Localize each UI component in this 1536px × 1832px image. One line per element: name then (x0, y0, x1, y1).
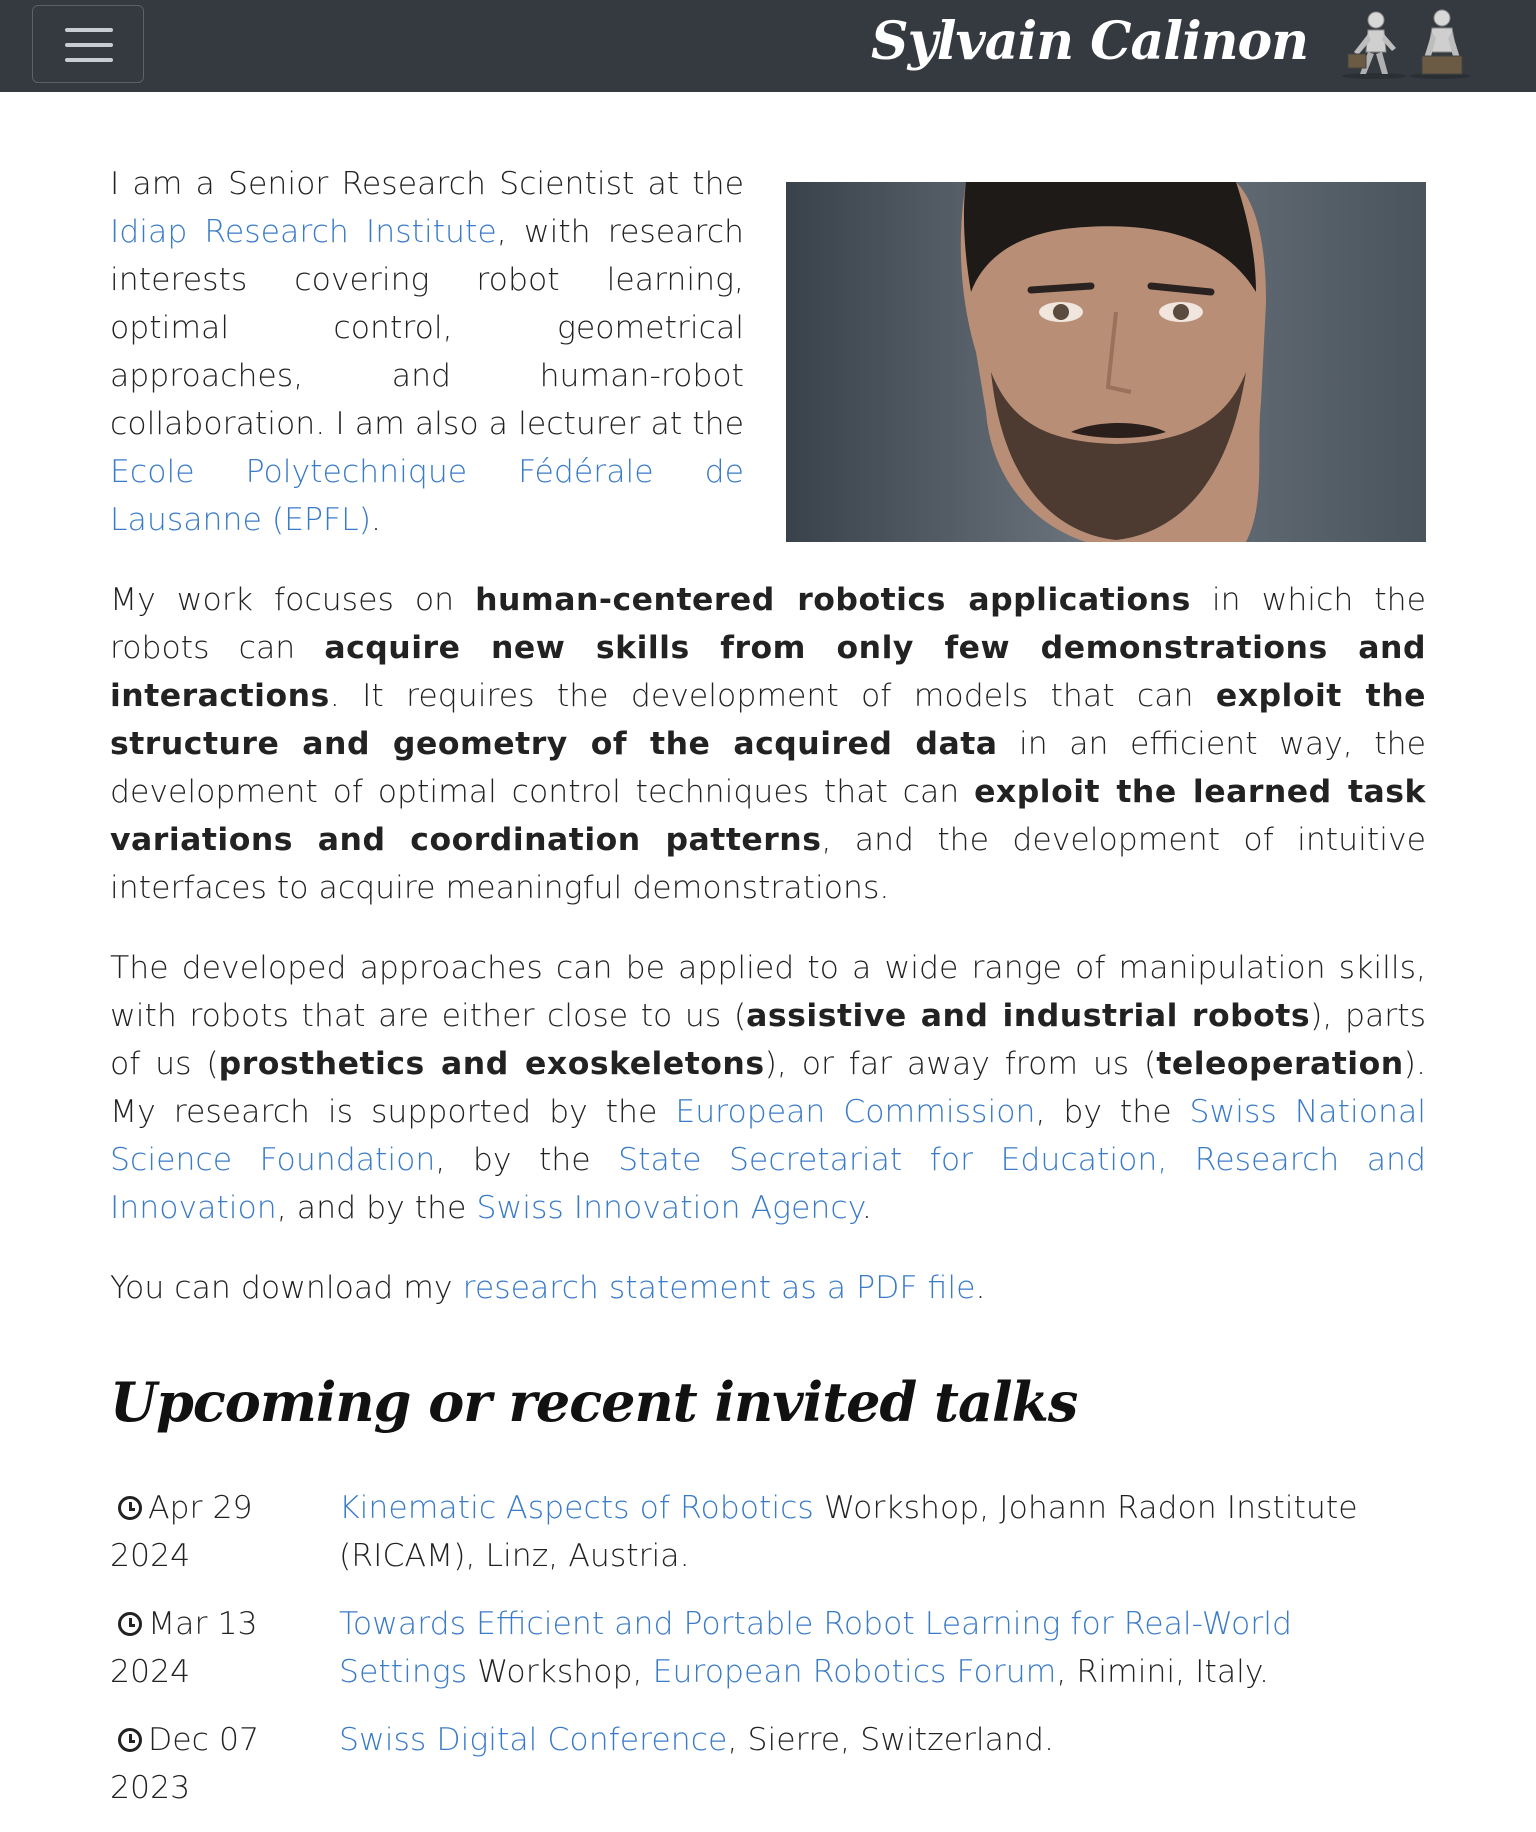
download-text: You can download my (110, 1270, 463, 1306)
talk-description (339, 1600, 1426, 1696)
intro-text: I am a Senior Research Scientist at the (110, 166, 744, 202)
clock-icon (118, 1612, 142, 1636)
talk-text: , Rimini, Italy. (1056, 1654, 1270, 1690)
innosuisse-link[interactable]: Swiss Innovation Agency (476, 1190, 862, 1226)
applications-emphasis: assistive and industrial robots (746, 998, 1311, 1034)
focus-emphasis: exploit the learned task variations and coordination patterns (110, 774, 1426, 858)
main-content (110, 160, 1426, 1344)
talk-item (110, 1484, 1426, 1580)
focus-emphasis: human-centered robotics applications (475, 582, 1191, 618)
download-paragraph (110, 1264, 1426, 1312)
talk-link[interactable]: Kinematic Aspects of Robotics (339, 1490, 814, 1526)
focus-emphasis: acquire new skills from only few demonstrations and interactions (110, 630, 1426, 714)
intro-text: , with research interests covering robot learning, optimal control, geometrical approaches, and human-robot collaboration. I am also a lecturer at the (110, 214, 744, 442)
talk-link[interactable]: Towards Efficient and Portable Robot Learning for Real-World Settings (339, 1606, 1292, 1690)
download-text: . (975, 1270, 986, 1306)
focus-paragraph (110, 576, 1426, 912)
sefri-link[interactable]: State Secretariat for Education, Research and Innovation (110, 1142, 1426, 1226)
talk-item (110, 1600, 1426, 1696)
idiap-link[interactable]: Idiap Research Institute (110, 214, 497, 250)
applications-text: , by the (1035, 1094, 1190, 1130)
hamburger-icon-bar-middle (65, 43, 113, 47)
talk-text: Workshop, (467, 1654, 653, 1690)
applications-text: ), parts of us ( (110, 998, 1427, 1082)
clock-icon (118, 1496, 142, 1520)
applications-text: , by the (435, 1142, 619, 1178)
applications-paragraph (110, 944, 1426, 1232)
focus-text: in which the robots can (110, 582, 1427, 666)
talk-date-text: Mar 13 2024 (110, 1606, 258, 1690)
site-title-link[interactable]: Sylvain Calinon (871, 11, 1308, 72)
talks-heading: Upcoming or recent invited talks (110, 1370, 1078, 1434)
talk-date (110, 1600, 339, 1696)
applications-text: . (861, 1190, 872, 1226)
european-commission-link[interactable]: European Commission (675, 1094, 1036, 1130)
research-statement-pdf-link[interactable]: research statement as a PDF file (462, 1270, 976, 1306)
focus-text: My work focuses on (110, 582, 476, 618)
applications-text: ). My research is supported by the (110, 1046, 1426, 1130)
menu-toggle-button[interactable] (32, 5, 144, 83)
focus-emphasis: exploit the structure and geometry of the acquired data (110, 678, 1426, 762)
applications-emphasis: prosthetics and exoskeletons (218, 1046, 765, 1082)
talk-description (339, 1484, 1426, 1580)
talk-date-text: Dec 07 2023 (110, 1722, 260, 1806)
focus-text: in an efficient way, the development of optimal control techniques that can (110, 726, 1426, 810)
hamburger-icon-bar-bottom (65, 58, 113, 62)
focus-text: , and the development of intuitive interfaces to acquire meaningful demonstrations. (110, 822, 1426, 906)
snsf-link[interactable]: Swiss National Science Foundation (110, 1094, 1426, 1178)
talk-date (110, 1484, 339, 1580)
intro-text: . (371, 502, 382, 538)
robot-figures-icon (1338, 8, 1478, 80)
portrait-photo (786, 182, 1426, 542)
clock-icon (118, 1728, 142, 1752)
talk-link[interactable]: Swiss Digital Conference (339, 1722, 728, 1758)
talks-list (110, 1484, 1426, 1832)
focus-text: . It requires the development of models that can (329, 678, 1216, 714)
applications-text: , and by the (276, 1190, 477, 1226)
talk-text: , Sierre, Switzerland. (727, 1722, 1054, 1758)
talk-date-text: Apr 29 2024 (110, 1490, 253, 1574)
european-robotics-forum-link[interactable]: European Robotics Forum (652, 1654, 1057, 1690)
epfl-link[interactable]: Ecole Polytechnique Fédérale de Lausanne (EPFL) (110, 454, 744, 538)
applications-text: ), or far away from us ( (764, 1046, 1157, 1082)
talk-item (110, 1716, 1426, 1812)
talk-text: Workshop, Johann Radon Institute (RICAM), Linz, Austria. (339, 1490, 1358, 1574)
talk-description (339, 1716, 1426, 1812)
talk-date (110, 1716, 339, 1812)
applications-text: The developed approaches can be applied to a wide range of manipulation skills, with robots that are either close to us ( (110, 950, 1426, 1034)
hamburger-icon-bar-top (65, 28, 113, 32)
navbar (0, 0, 1536, 92)
applications-emphasis: teleoperation (1156, 1046, 1404, 1082)
